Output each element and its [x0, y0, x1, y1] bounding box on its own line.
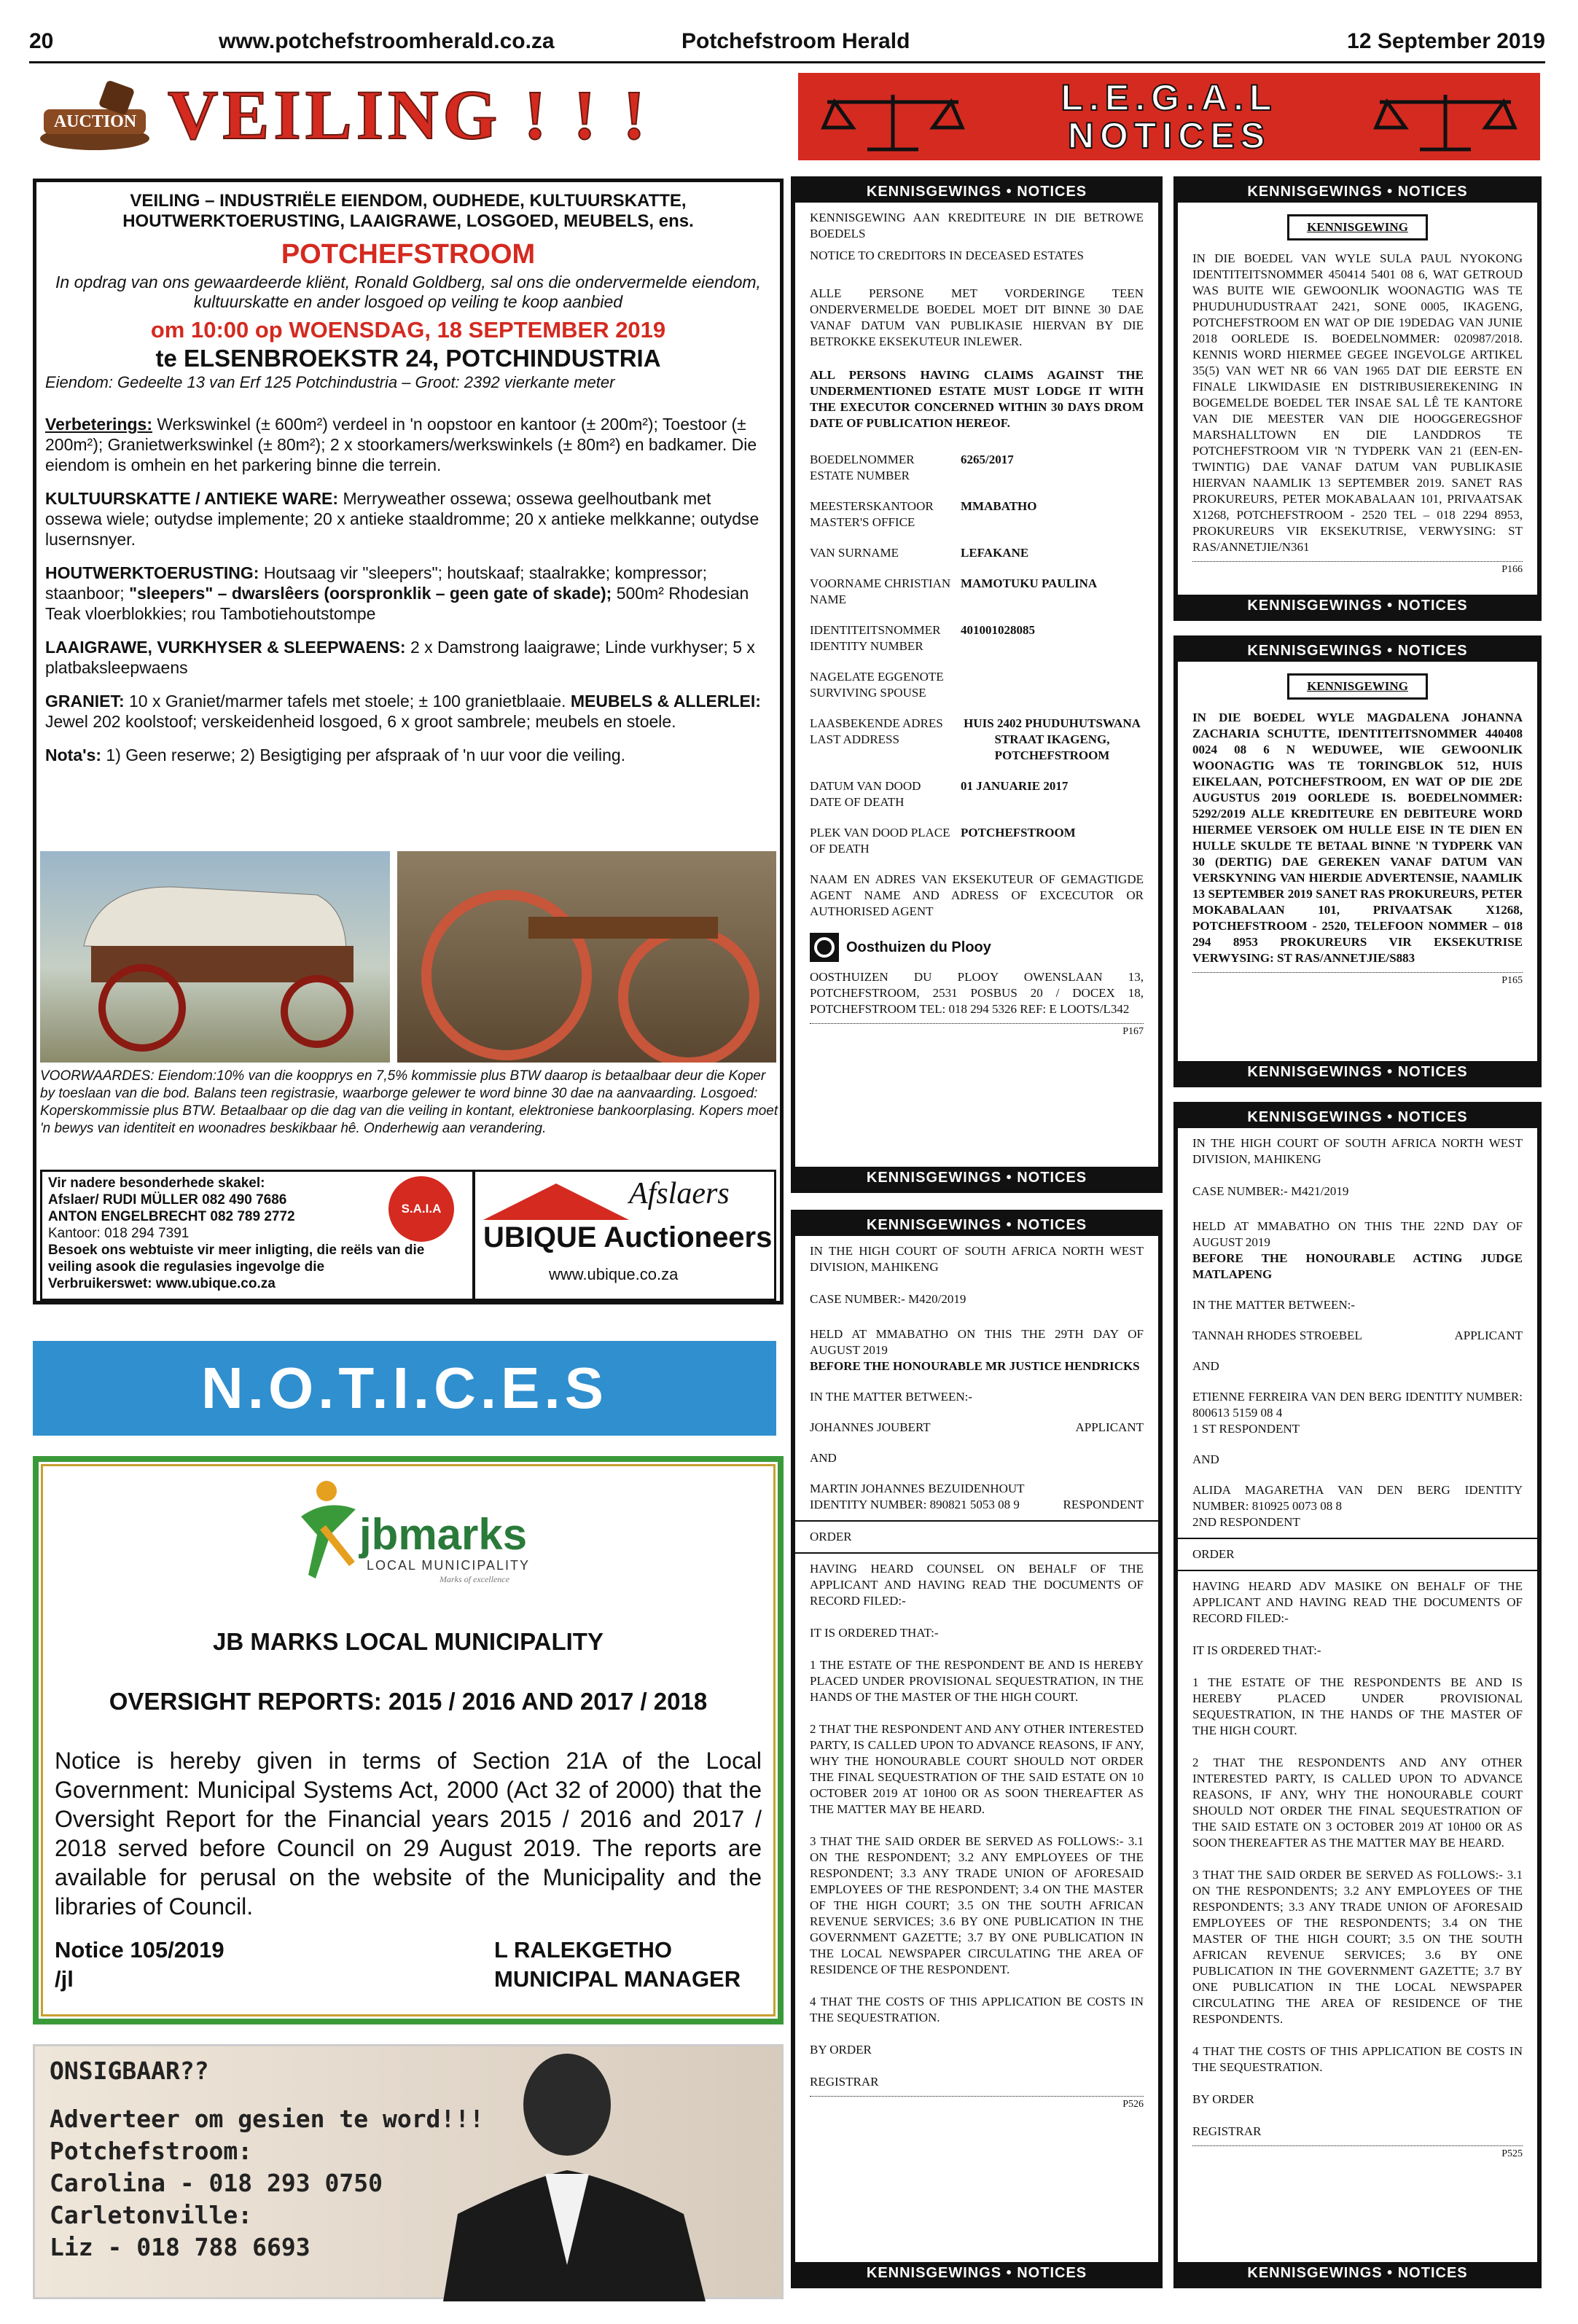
- kennisgewing-heading: KENNISGEWING: [1287, 673, 1428, 700]
- issue-date: 12 September 2019: [1347, 29, 1545, 53]
- saia-logo: S.A.I.A: [388, 1176, 454, 1242]
- kennisgewings-bar: KENNISGEWINGS • NOTICES: [795, 181, 1158, 203]
- firm-logo-icon: [810, 933, 839, 962]
- field-last-address: LAASBEKENDE ADRES LAST ADDRESS HUIS 2402 PHUDUHUTSWANA STRAAT IKAGENG, POTCHEFSTROOM: [810, 716, 1141, 762]
- jbmarks-subtitle: OVERSIGHT REPORTS: 2015 / 2016 AND 2017 / 2018: [109, 1688, 708, 1715]
- field-master-office: MEESTERSKANTOOR MASTER'S OFFICE MMABATHO: [810, 499, 1037, 529]
- notice-estate-nyokong: KENNISGEWINGS • NOTICES KENNISGEWING IN DIE BOEDEL VAN WYLE SULA PAUL NYOKONG IDENTITEITSNOMMER 450414 5401 08 6, WAT GETROUD WAS BUITE WIE GEWOONLIK WOONAGTIG WAS TE PHUDUHUDUSTRAAT 2421, SONE 0005, IKAGENG, POTCHEFSTROOM EN WAT OP DIE 19DEDAG VAN JUNIE 2018 OORLEDE IS. BOEDELNOMMER: 020987/2018. KENNIS WORD HIERMEE GEGEE INGEVOLGE ARTIKEL 35(5) VAN WET NR 66 VAN 1965 DAT DIE EERSTE EN FINALE LIKWIDASIE EN DISTRIBUSIEREKENING IN BOGEMELDE BOEDEL TER INSAE SAL LÊ TE KANTORE VAN DIE MEESTER VAN DIE HOOGGEREGSHOF MARSHALLTOWN EN DIE LANDDROS TE POTCHEFSTROOM VIR 'N TYDPERK VAN 21 (EEN-EN-TWINTIG) DAE VANAF DATUM VAN PUBLIKASIE HIERVAN NAAMLIK 13 SEPTEMBER 2019. SANET RAS PROKUREURS, PETER MOKABALAAN 101, PRIVAATSAK X1268, POTCHEFSTROOM - 2520 TEL – 018 2294 8953, PROKUREURS VIR EKSEKUTRISE, VERWYSING: ST RAS/ANNETJIE/N361 P166 KENNISGEWINGS • NOTICES: [1173, 176, 1542, 621]
- oosthuizen-logo: Oosthuizen du Plooy: [810, 933, 1144, 962]
- field-surviving-spouse: NAGELATE EGGENOTE SURVIVING SPOUSE: [810, 670, 944, 700]
- veiling-banner: [33, 73, 769, 160]
- auction-contact-box: [40, 1170, 776, 1301]
- auction-title: VEILING – INDUSTRIËLE EIENDOM, OUDHEDE, KULTUURSKATTE, HOUTWERKTOERUSTING, LAAIGRAWE, LOSGOED, MEUBELS, ens.: [122, 191, 694, 231]
- field-date-of-death: DATUM VAN DOOD DATE OF DEATH 01 JANUARIE 2017: [810, 779, 1069, 809]
- kennisgewings-bar: KENNISGEWINGS • NOTICES: [1178, 2262, 1537, 2284]
- invisible-man-figure: [443, 2046, 786, 2301]
- auction-property: Eiendom: Gedeelte 13 van Erf 125 Potchindustria – Groot: 2392 vierkante meter: [45, 373, 615, 391]
- auction-gavel-icon: [36, 80, 157, 153]
- ubique-website-link[interactable]: Verbruikerswet: www.ubique.co.za: [48, 1276, 276, 1291]
- jbmarks-title: JB MARKS LOCAL MUNICIPALITY: [213, 1628, 604, 1655]
- kennisgewings-bar: KENNISGEWINGS • NOTICES: [795, 1167, 1158, 1189]
- jbmarks-wordmark: jbmarks: [359, 1510, 528, 1559]
- jbmarks-notice-number: Notice 105/2019 /jl: [55, 1937, 224, 1992]
- wagon-bench-photo: [397, 851, 776, 1063]
- onsigbaar-advert: [33, 2044, 784, 2299]
- notices-title: NOTICES: [1067, 115, 1271, 156]
- kennisgewings-bar: KENNISGEWINGS • NOTICES: [795, 1214, 1158, 1236]
- auction-antiques: KULTUURSKATTE / ANTIEKE WARE: Merryweather ossewa; ossewa geelhoutbank met ossewa wiele; outydse implemente; 20 x antieke staaldromme; 20 x antieke melkkanne; outydse lusernsnyer.: [45, 489, 759, 549]
- auction-time: om 10:00 op WOENSDAG, 18 SEPTEMBER 2019: [150, 317, 666, 343]
- page-number: 20: [29, 29, 54, 53]
- auction-notes: Nota's: 1) Geen reserwe; 2) Besigtiging per afspraak of 'n uur voor die veiling.: [45, 746, 626, 764]
- jbmarks-signatory: L RALEKGETHO MUNICIPAL MANAGER: [494, 1937, 741, 1992]
- auction-conditions: VOORWAARDES: Eiendom:10% van die koopprys en 7,5% kommissie plus BTW daarop is betaalbaar deur die Koper by toeslaan van die bod. Balans teen registrasie, waarborge gelewer te word binne 30 dae na aanvaarding. Losgoed: Koperskommissie plus BTW. Betaalbaar op die dag van die veiling in kontant, elektroniese bankoorplasing. Kopers moet 'n bewys van identiteit en woonadres beskikbaar hê. Onderhewig aan verandering.: [40, 1068, 778, 1136]
- kennisgewings-bar: KENNISGEWINGS • NOTICES: [1178, 640, 1537, 662]
- notice-court-m420: KENNISGEWINGS • NOTICES IN THE HIGH COURT OF SOUTH AFRICA NORTH WEST DIVISION, MAHIKENG CASE NUMBER:- M420/2019 HELD AT MMABATHO ON THIS THE 29TH DAY OF AUGUST 2019 BEFORE THE HONOURABLE MR JUSTICE HENDRICKS IN THE MATTER BETWEEN:- JOHANNES JOUBERT APPLICANT AND MARTIN JOHANNES BEZUIDENHOUT IDENTITY NUMBER: 890821 5053 08 9 RESPONDENT ORDER HAVING HEARD COUNSEL ON BEHALF OF THE APPLICANT AND HAVING READ THE DOCUMENTS OF RECORD FILED:- IT IS ORDERED THAT:- 1 THE ESTATE OF THE RESPONDENT BE AND IS HEREBY PLACED UNDER PROVISIONAL SEQUESTRATION, IN THE HANDS OF THE MASTER OF THE HIGH COURT. 2 THAT THE RESPONDENT AND ANY OTHER INTERESTED PARTY, IS CALLED UPON TO ADVANCE REASONS, IF ANY, WHY THE HONOURABLE COURT SHOULD NOT ORDER THE FINAL SEQUESTRATION OF THE SAID ESTATE ON 10 OCTOBER 2019 AT 10H00 OR AS SOON THEREAFTER AS THE MATTER MAY BE HEARD. 3 THAT THE SAID ORDER BE SERVED AS FOLLOWS:- 3.1 ON THE RESPONDENT; 3.2 ANY EMPLOYEES OF THE RESPONDENT; 3.3 ANY TRADE UNION OF AFORESAID EMPLOYEES OF THE RESPONDENT; 3.4 ON THE MASTER OF THE HIGH COURT; 3.5 ON THE SOUTH AFRICAN REVENUE SERVICES; 3.6 BY ONE PUBLICATION IN THE GOVERNMENT GAZETTE; 3.7 BY ONE PUBLICATION IN THE LOCAL NEWSPAPER CIRCULATING THE AREA OF RESIDENCE OF THE RESPONDENT. 4 THAT THE COSTS OF THIS APPLICATION BE COSTS IN THE SEQUESTRATION. BY ORDER REGISTRAR P526 KENNISGEWINGS • NOTICES: [791, 1210, 1163, 2288]
- auction-advert: [33, 179, 784, 1304]
- kennisgewing-heading: KENNISGEWING: [1287, 214, 1428, 240]
- contact-divider: [472, 1172, 475, 1299]
- notices-banner: N.O.T.I.C.E.S: [33, 1341, 776, 1436]
- website-link[interactable]: www.potchefstroomherald.co.za: [219, 29, 555, 53]
- legal-title: L.E.G.A.L: [1061, 77, 1278, 118]
- notice-estate-schutte: KENNISGEWINGS • NOTICES KENNISGEWING IN DIE BOEDEL WYLE MAGDALENA JOHANNA ZACHARIA SCHUTTE, IDENTITEITSNOMMER 440408 0024 08 6 N WEDUWEE, WIE GEWOONLIK WOONAGTIG WAS TE TORINGBLOK 512, HUIS EIKELAAN, POTCHEFSTROOM, EN WAT OP DIE 2DE AUGUSTUS 2019 OORLEDE IS. BOEDELNOMMER: 5292/2019 ALLE KREDITEURE EN DEBITEURE WORD HIERMEE VERSOEK OM HULLE EISE IN TE DIEN EN HULLE SKULDE TE BETAAL BINNE 'N TYDPERK VAN 30 (DERTIG) DAE GEREKEN VANAF DATUM VAN VERSKYNING VAN HIERDIE ADVERTENSIE, NAAMLIK 13 SEPTEMBER 2019 SANET RAS PROKUREURS, PETER MOKABALAAN 101, PRIVAATSAK X1268, POTCHEFSTROOM - 2520, TELEFOON NOMMER – 018 294 8953 PROKUREURS VIR EKSEKUTRISE VERWYSING: ST RAS/ANNETJIE/S883 P165 KENNISGEWINGS • NOTICES: [1173, 635, 1542, 1087]
- jbmarks-notice: [33, 1456, 784, 2024]
- field-place-of-death: PLEK VAN DOOD PLACE OF DEATH POTCHEFSTROOM: [810, 826, 1076, 856]
- ox-wagon-photo: [40, 851, 390, 1063]
- header-rule: [29, 61, 1545, 63]
- field-christian-name: VOORNAME CHRISTIAN NAME MAMOTUKU PAULINA: [810, 576, 1098, 606]
- notice-creditors-deceased: KENNISGEWINGS • NOTICES KENNISGEWING AAN KREDITEURE IN DIE BETROWE BOEDELS NOTICE TO CREDITORS IN DECEASED ESTATES ALLE PERSONE MET VORDERINGE TEEN ONDERVERMELDE BOEDEL MOET DIT BINNE 30 DAE VANAF DATUM VAN PUBLIKASIE HIERVAN BY DIE BETROKKE EKSEKUTEUR INLEWER. ALL PERSONS HAVING CLAIMS AGAINST THE UNDERMENTIONED ESTATE MUST LODGE IT WITH THE EXECUTOR CONCERNED WITHIN 30 DAYS DROM DATE OF PUBLICATION HEREOF. BOEDELNOMMER ESTATE NUMBER 6265/2017 MEESTERSKANTOOR MASTER'S OFFICE MMABATHO VAN SURNAME LEFAKANE VOORNAME CHRISTIAN NAME MAMOTUKU PAULINA IDENTITEITSNOMMER IDENTITY NUMBER 401001028085 NAGELATE EGGENOTE SURVIVING SPOUSE LAASBEKENDE ADRES LAST ADDRESS HUIS 2402 PHUDUHUTSWANA STRAAT IKAGENG, POTCHEFSTROOM DATUM VAN DOOD DATE OF DEATH 01 JANUARIE 2017 PLEK VAN DOOD PLACE OF DEATH POTCHEFSTROOM NAAM EN ADRES VAN EKSEKUTEUR OF GEMAGTIGDE AGENT NAME AND ADRESS OF EXCECUTOR OR AUTHORISED AGENT Oosthuizen du Plooy OOSTHUIZEN DU PLOOY OWENSLAAN 13, POTCHEFSTROOM, 2531 POSBUS 20 / DOCEX 18, POTCHEFSTROOM TEL: 018 294 5326 REF: E LOOTS/L342 P167 KENNISGEWINGS • NOTICES: [791, 176, 1163, 1193]
- legal-notices-banner: [798, 73, 1540, 160]
- field-surname: VAN SURNAME LEFAKANE: [810, 546, 1029, 560]
- auction-woodwork: HOUTWERKTOERUSTING: Houtsaag vir "sleepers"; houtskaaf; staalrakke; kompressor; staanboor; "sleepers" – dwarslêers (oorspronklik – geen gate of skade); 500m² Rhodesian Teak vloerblokkies; rou Tambotiehoutstompe: [45, 563, 749, 623]
- auction-badge-label: AUCTION: [53, 112, 137, 131]
- roof-icon: [483, 1183, 629, 1220]
- field-identity-number: IDENTITEITSNOMMER IDENTITY NUMBER 401001028085: [810, 623, 1035, 653]
- kennisgewings-bar: KENNISGEWINGS • NOTICES: [1178, 595, 1537, 617]
- auction-loaders: LAAIGRAWE, VURKHYSER & SLEEPWAENS: 2 x Damstrong laaigrawe; Linde vurkhyser; 5 x platbaksleepwaens: [45, 638, 755, 677]
- auction-intro: In opdrag van ons gewaardeerde kliënt, Ronald Goldberg, sal ons die ondervermelde eiendom, kultuurskatte en ander losgoed op veiling te koop aanbied: [55, 273, 761, 311]
- contact-details: Vir nadere besonderhede skakel: Afslaer/ RUDI MÜLLER 082 490 7686 ANTON ENGELBRECHT 082 789 2772 Kantoor: 018 294 7391 Besoek ons webtuiste vir meer inligting, die reëls van die veiling asook die regulasies ingevolge die Verbruikerswet: www.ubique.co.za: [48, 1175, 456, 1292]
- auction-granite: GRANIET: 10 x Graniet/marmer tafels met stoele; ± 100 granietblaaie. MEUBELS & ALLERLEI: Jewel 202 koolstoof; verskeidenheid losgoed, 6 x groot sambrele; meubels en stoele.: [45, 692, 761, 731]
- kennisgewings-bar: KENNISGEWINGS • NOTICES: [1178, 1061, 1537, 1083]
- onsigbaar-text: ONSIGBAAR?? Adverteer om gesien te word!!! Potchefstroom: Carolina - 018 293 0750 Carletonville: Liz - 018 788 6693: [50, 2057, 485, 2261]
- ubique-logo: Afslaers UBIQUE Auctioneers www.ubique.co.za: [483, 1177, 773, 1283]
- kennisgewings-bar: KENNISGEWINGS • NOTICES: [1178, 181, 1537, 203]
- jbmarks-body: Notice is hereby given in terms of Section 21A of the Local Government: Municipal Systems Act, 2000 (Act 32 of 2000) that the Oversight Report for the Financial years 2015 / 2016 and 2017 / 2018 served before Council on 29 August 2019. The reports are available for perusal on the website of the Municipality and the libraries of Council.: [55, 1748, 762, 1920]
- kennisgewings-bar: KENNISGEWINGS • NOTICES: [1178, 1106, 1537, 1128]
- veiling-title: VEILING ! ! !: [168, 76, 651, 154]
- jbmarks-figure-icon: [286, 1476, 367, 1586]
- paper-name: Potchefstroom Herald: [681, 29, 910, 53]
- auction-improvements: Verbeterings: Werkswinkel (± 600m²) verdeel in 'n oopstoor en kantoor (± 200m²); Toestoor (± 200m²); Granietwerkswinkel (± 80m²); 2 x stoorkamers/werkswinkels (± 80m²) en badkamer. Die eiendom is omhein en het parkering binne die terrein.: [45, 415, 757, 474]
- notice-court-m421: KENNISGEWINGS • NOTICES IN THE HIGH COURT OF SOUTH AFRICA NORTH WEST DIVISION, MAHIKENG CASE NUMBER:- M421/2019 HELD AT MMABATHO ON THIS THE 22ND DAY OF AUGUST 2019 BEFORE THE HONOURABLE ACTING JUDGE MATLAPENG IN THE MATTER BETWEEN:- TANNAH RHODES STROEBEL APPLICANT AND ETIENNE FERREIRA VAN DEN BERG IDENTITY NUMBER: 800613 5159 08 4 1 ST RESPONDENT AND ALIDA MAGARETHA VAN DEN BERG IDENTITY NUMBER: 810925 0073 08 8 2ND RESPONDENT ORDER HAVING HEARD ADV MASIKE ON BEHALF OF THE APPLICANT AND HAVING READ THE DOCUMENTS OF RECORD FILED:- IT IS ORDERED THAT:- 1 THE ESTATE OF THE RESPONDENTS BE AND IS HEREBY PLACED UNDER PROVISIONAL SEQUESTRATION, IN THE HANDS OF THE MASTER OF THE HIGH COURT. 2 THAT THE RESPONDENTS AND ANY OTHER INTERESTED PARTY, IS CALLED UPON TO ADVANCE REASONS, IF ANY, WHY THE HONOURABLE COURT SHOULD NOT ORDER THE FINAL SEQUESTRATION OF THE SAID ESTATE ON 3 OCTOBER 2019 AT 10H00 OR AS SOON THEREAFTER AS THE MATTER MAY BE HEARD. 3 THAT THE SAID ORDER BE SERVED AS FOLLOWS:- 3.1 ON THE RESPONDENTS; 3.2 ANY EMPLOYEES OF THE RESPONDENTS; 3.3 ANY TRADE UNION OF AFORESAID EMPLOYEES OF THE RESPONDENTS; 3.4 ON THE MASTER OF THE HIGH COURT; 3.5 ON THE SOUTH AFRICAN REVENUE SERVICES; 3.6 BY ONE PUBLICATION IN THE GOVERNMENT GAZETTE; 3.7 BY ONE PUBLICATION IN THE LOCAL NEWSPAPER CIRCULATING THE AREA OF RESIDENCE OF THE RESPONDENTS. 4 THAT THE COSTS OF THIS APPLICATION BE COSTS IN THE SEQUESTRATION. BY ORDER REGISTRAR P525 KENNISGEWINGS • NOTICES: [1173, 1102, 1542, 2288]
- kennisgewings-bar: KENNISGEWINGS • NOTICES: [795, 2262, 1158, 2284]
- jbmarks-logo: jbmarks LOCAL MUNICIPALITY Marks of excellence: [286, 1476, 593, 1586]
- field-estate-number: BOEDELNOMMER ESTATE NUMBER 6265/2017: [810, 453, 1014, 482]
- auction-city: POTCHEFSTROOM: [281, 239, 536, 270]
- auction-venue: te ELSENBROEKSTR 24, POTCHINDUSTRIA: [155, 345, 661, 372]
